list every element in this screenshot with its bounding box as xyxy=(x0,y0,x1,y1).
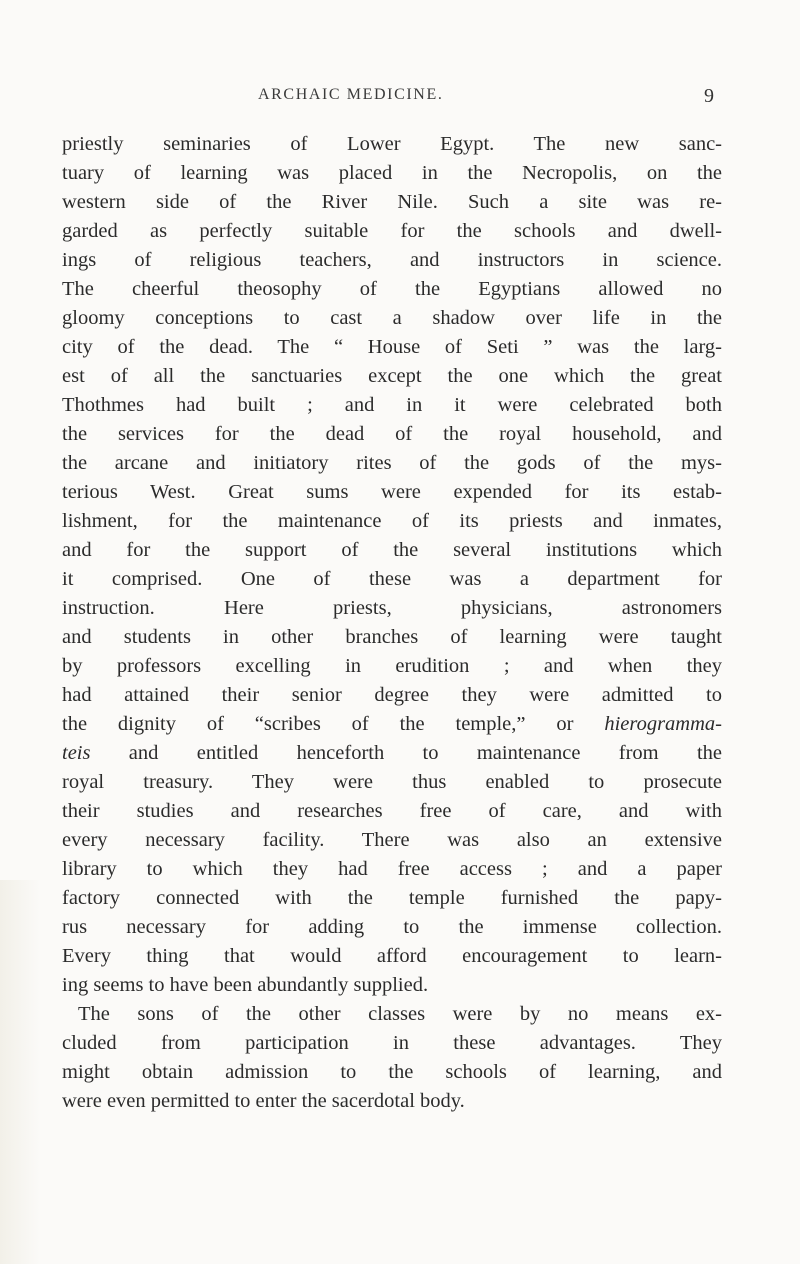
text-line: lishment, for the maintenance of its priests and inmates, xyxy=(62,510,722,532)
text-line: Every thing that would afford encouragement to learn- xyxy=(62,945,722,967)
body-text xyxy=(62,130,722,1116)
text-line: Thothmes had built ; and in it were celebrated both xyxy=(62,394,722,416)
text-line: had attained their senior degree they were admitted to xyxy=(62,684,722,706)
page-edge-shadow xyxy=(0,880,40,1264)
text-line: The sons of the other classes were by no means ex- xyxy=(78,1003,722,1025)
text-line: tuary of learning was placed in the Necropolis, on the xyxy=(62,162,722,184)
text-line: the services for the dead of the royal household, and xyxy=(62,423,722,445)
text-line: the dignity of “scribes of the temple,” or hierogramma- xyxy=(62,713,722,735)
text-line: and for the support of the several institutions which xyxy=(62,539,722,561)
text-line: library to which they had free access ; and a paper xyxy=(62,858,722,880)
text-line: gloomy conceptions to cast a shadow over life in the xyxy=(62,307,722,329)
text-line: factory connected with the temple furnished the papy- xyxy=(62,887,722,909)
text-line: and students in other branches of learning were taught xyxy=(62,626,722,648)
text-line: were even permitted to enter the sacerdotal body. xyxy=(62,1090,465,1112)
text-line: The cheerful theosophy of the Egyptians allowed no xyxy=(62,278,722,300)
text-line: western side of the River Nile. Such a site was re- xyxy=(62,191,722,213)
text-line: priestly seminaries of Lower Egypt. The new sanc- xyxy=(62,133,722,155)
text-line: royal treasury. They were thus enabled to prosecute xyxy=(62,771,722,793)
text-line: by professors excelling in erudition ; and when they xyxy=(62,655,722,677)
italic-term: hierogramma- xyxy=(604,713,722,735)
text-line: ings of religious teachers, and instructors in science. xyxy=(62,249,722,271)
page-number: 9 xyxy=(704,85,714,107)
text-line: rus necessary for adding to the immense collection. xyxy=(62,916,722,938)
text-line: every necessary facility. There was also an extensive xyxy=(62,829,722,851)
text-line: terious West. Great sums were expended for its estab- xyxy=(62,481,722,503)
text-line: might obtain admission to the schools of learning, and xyxy=(62,1061,722,1083)
italic-term: teis xyxy=(62,742,91,764)
text-line: garded as perfectly suitable for the schools and dwell- xyxy=(62,220,722,242)
text-line: it comprised. One of these was a department for xyxy=(62,568,722,590)
running-head-title: ARCHAIC MEDICINE. xyxy=(258,86,444,103)
text-line: the arcane and initiatory rites of the gods of the mys- xyxy=(62,452,722,474)
text-line: teis and entitled henceforth to maintenance from the xyxy=(62,742,722,764)
text-line: est of all the sanctuaries except the one which the great xyxy=(62,365,722,387)
text-line: ing seems to have been abundantly supplied. xyxy=(62,974,429,996)
text-line: their studies and researches free of care, and with xyxy=(62,800,722,822)
text-line: cluded from participation in these advantages. They xyxy=(62,1032,722,1054)
running-head xyxy=(0,86,800,110)
text-line: instruction. Here priests, physicians, astronomers xyxy=(62,597,722,619)
text-line: city of the dead. The “ House of Seti ” was the larg- xyxy=(62,336,722,358)
